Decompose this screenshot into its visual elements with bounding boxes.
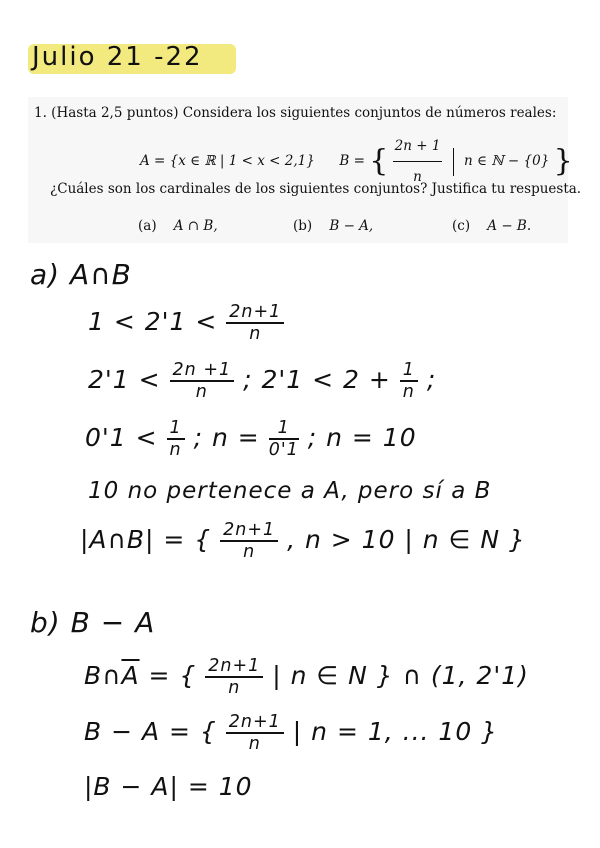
part-a-expr: A ∩ B, [173, 218, 218, 234]
text-segment: 0'1 < [85, 423, 158, 452]
fraction-numerator: 2n+1 [220, 520, 278, 542]
fraction-denominator: 0'1 [268, 440, 299, 460]
fraction-denominator: n [228, 678, 241, 698]
left-brace-icon: { [369, 143, 389, 179]
solution-b-line-3: |B − A| = 10 [84, 772, 253, 801]
problem-intro: 1. (Hasta 2,5 puntos) Considera los siguientes conjuntos de números reales: [34, 105, 557, 121]
part-c-label: (c) [452, 218, 471, 234]
part-b [293, 218, 373, 234]
solution-a-heading: a) A∩B [30, 258, 132, 291]
fraction-denominator: n [249, 324, 262, 344]
text-segment: ; n = 10 [307, 423, 417, 452]
part-c [452, 218, 531, 234]
fraction-numerator: 2n+1 [226, 712, 284, 734]
fraction-denominator: n [243, 542, 256, 562]
part-a [138, 218, 218, 234]
text-segment: B − A = { [84, 717, 217, 746]
solution-a-line-5 [80, 520, 526, 562]
separator-bar [453, 148, 454, 176]
fraction-denominator: n [169, 440, 182, 460]
handwritten-fraction [269, 418, 299, 460]
text-segment: 1 < 2'1 < [88, 307, 218, 336]
fraction-numerator: 2n +1 [170, 360, 235, 382]
fraction-denominator: n [195, 382, 208, 402]
fraction-numerator: 2n+1 [226, 302, 284, 324]
set-b-condition: n ∈ ℕ − {0} [464, 153, 550, 169]
solution-a-line-2 [88, 360, 436, 402]
solution-b-heading: b) B − A [30, 606, 156, 639]
problem-statement [28, 97, 582, 243]
set-a-definition: A = {x ∈ ℝ | 1 < x < 2,1} [140, 153, 315, 169]
part-c-expr: A − B. [487, 218, 532, 234]
complement-symbol: $\overline{A}$ [121, 661, 140, 690]
handwritten-fraction [226, 712, 284, 754]
fraction-denominator: n [402, 382, 415, 402]
fraction-numerator: 2n+1 [205, 656, 263, 678]
text-segment: | n ∈ N } ∩ (1, 2'1) [272, 661, 529, 690]
text-segment: |A∩B| = { [80, 525, 212, 554]
fraction-denominator: n [248, 734, 261, 754]
solution-a-line-3 [85, 418, 417, 460]
text-segment: 2'1 < [88, 365, 161, 394]
text-segment: | n = 1, ... 10 } [292, 717, 499, 746]
text-segment: ; 2'1 < 2 + [243, 365, 391, 394]
handwritten-fraction [400, 360, 418, 402]
solution-a-line-4: 10 no pertenece a A, pero sí a B [88, 478, 492, 504]
solution-b-line-1 [84, 656, 529, 698]
handwritten-fraction [167, 418, 185, 460]
solution-b-line-2 [84, 712, 498, 754]
problem-question: ¿Cuáles son los cardinales de los siguientes conjuntos? Justifica tu respuesta. [50, 181, 582, 197]
part-b-label: (b) [293, 218, 313, 234]
solution-a-line-1 [88, 302, 284, 344]
fraction-numerator: 1 [400, 360, 418, 382]
page-title: Julio 21 -22 [32, 42, 203, 72]
fraction-numerator: 1 [269, 418, 299, 440]
text-segment: , n > 10 | n ∈ N } [287, 525, 526, 554]
part-a-label: (a) [138, 218, 157, 234]
fraction-denominator: n [413, 169, 422, 185]
fraction-numerator: 2n + 1 [393, 131, 443, 162]
text-segment: ; n = [193, 423, 260, 452]
text-segment: B∩ [84, 661, 122, 690]
text-segment: = { [139, 661, 197, 690]
part-b-expr: B − A, [329, 218, 374, 234]
handwritten-fraction [226, 302, 284, 344]
handwritten-fraction [170, 360, 235, 402]
fraction-numerator: 1 [167, 418, 185, 440]
handwritten-fraction [205, 656, 263, 698]
set-b-lhs: B = [339, 153, 365, 169]
right-brace-icon: } [553, 143, 573, 179]
text-segment: ; [426, 365, 437, 394]
handwritten-fraction [220, 520, 278, 562]
